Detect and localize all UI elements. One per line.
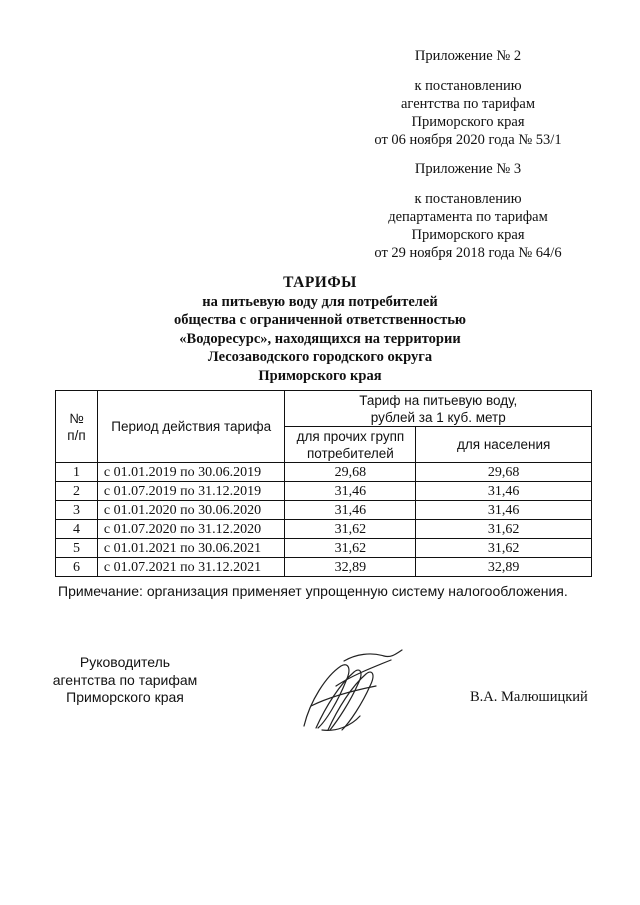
row-population: 29,68 [416, 463, 592, 482]
row-other: 31,46 [285, 482, 416, 501]
signatory-position [40, 654, 210, 707]
row-period: с 01.07.2020 по 31.12.2020 [97, 520, 285, 539]
row-num: 5 [56, 539, 98, 558]
appendix-3-header [368, 160, 568, 262]
appendix-2-label: Приложение № 2 [414, 48, 522, 64]
row-population: 31,46 [416, 482, 592, 501]
row-population: 31,62 [416, 520, 592, 539]
row-other: 32,89 [285, 558, 416, 577]
row-num: 3 [56, 501, 98, 520]
appendix-2-line: Приморского края [411, 114, 525, 130]
header-period: Период действия тарифа [97, 391, 285, 463]
row-population: 31,62 [416, 539, 592, 558]
row-num: 6 [56, 558, 98, 577]
appendix-2-header [368, 47, 568, 149]
appendix-3-line: от 29 ноября 2018 года № 64/6 [374, 245, 562, 261]
appendix-2-line: к постановлению [414, 78, 522, 94]
row-period: с 01.01.2020 по 30.06.2020 [97, 501, 285, 520]
row-period: с 01.01.2019 по 30.06.2019 [97, 463, 285, 482]
appendix-2-line: от 06 ноября 2020 года № 53/1 [374, 132, 562, 148]
row-other: 29,68 [285, 463, 416, 482]
row-num: 2 [56, 482, 98, 501]
row-population: 32,89 [416, 558, 592, 577]
table-row [56, 501, 592, 520]
signatory-line: Руководитель [79, 654, 171, 670]
header-population: для населения [416, 427, 592, 463]
row-period: с 01.07.2021 по 31.12.2021 [97, 558, 285, 577]
table-row [56, 539, 592, 558]
row-other: 31,62 [285, 539, 416, 558]
header-other-groups: для прочих групп потребителей [285, 427, 416, 463]
tariff-rows [56, 463, 592, 577]
row-other: 31,46 [285, 501, 416, 520]
tax-note: Примечание: организация применяет упрощенную систему налогообложения. [58, 583, 568, 599]
document-title [120, 274, 520, 385]
row-num: 4 [56, 520, 98, 539]
signatory-name: В.А. Малюшицкий [470, 689, 588, 705]
signatory-line: Приморского края [66, 689, 184, 705]
title-line: общества с ограниченной ответственностью [174, 312, 466, 328]
header-tariff: Тариф на питьевую воду, рублей за 1 куб. метр [285, 391, 592, 427]
appendix-3-label: Приложение № 3 [414, 161, 522, 177]
appendix-3-line: департамента по тарифам [388, 209, 548, 225]
header-num: № п/п [56, 391, 98, 463]
table-row [56, 520, 592, 539]
title-line: Приморского края [258, 367, 382, 384]
appendix-3-line: Приморского края [411, 227, 525, 243]
table-row [56, 482, 592, 501]
handwritten-signature [296, 646, 406, 736]
title-line: на питьевую воду для потребителей [202, 293, 438, 310]
row-other: 31,62 [285, 520, 416, 539]
table-row [56, 463, 592, 482]
row-num: 1 [56, 463, 98, 482]
appendix-3-line: к постановлению [414, 191, 522, 207]
row-period: с 01.01.2021 по 30.06.2021 [97, 539, 285, 558]
signatory-line: агентства по тарифам [52, 671, 198, 688]
title-line: «Водоресурс», находящихся на территории [179, 330, 461, 347]
row-population: 31,46 [416, 501, 592, 520]
row-period: с 01.07.2019 по 31.12.2019 [97, 482, 285, 501]
tariff-table [55, 390, 592, 577]
title-line: Лесозаводского городского округа [207, 349, 433, 365]
title-main: ТАРИФЫ [283, 274, 357, 291]
table-row [56, 558, 592, 577]
appendix-2-line: агентства по тарифам [401, 96, 535, 112]
